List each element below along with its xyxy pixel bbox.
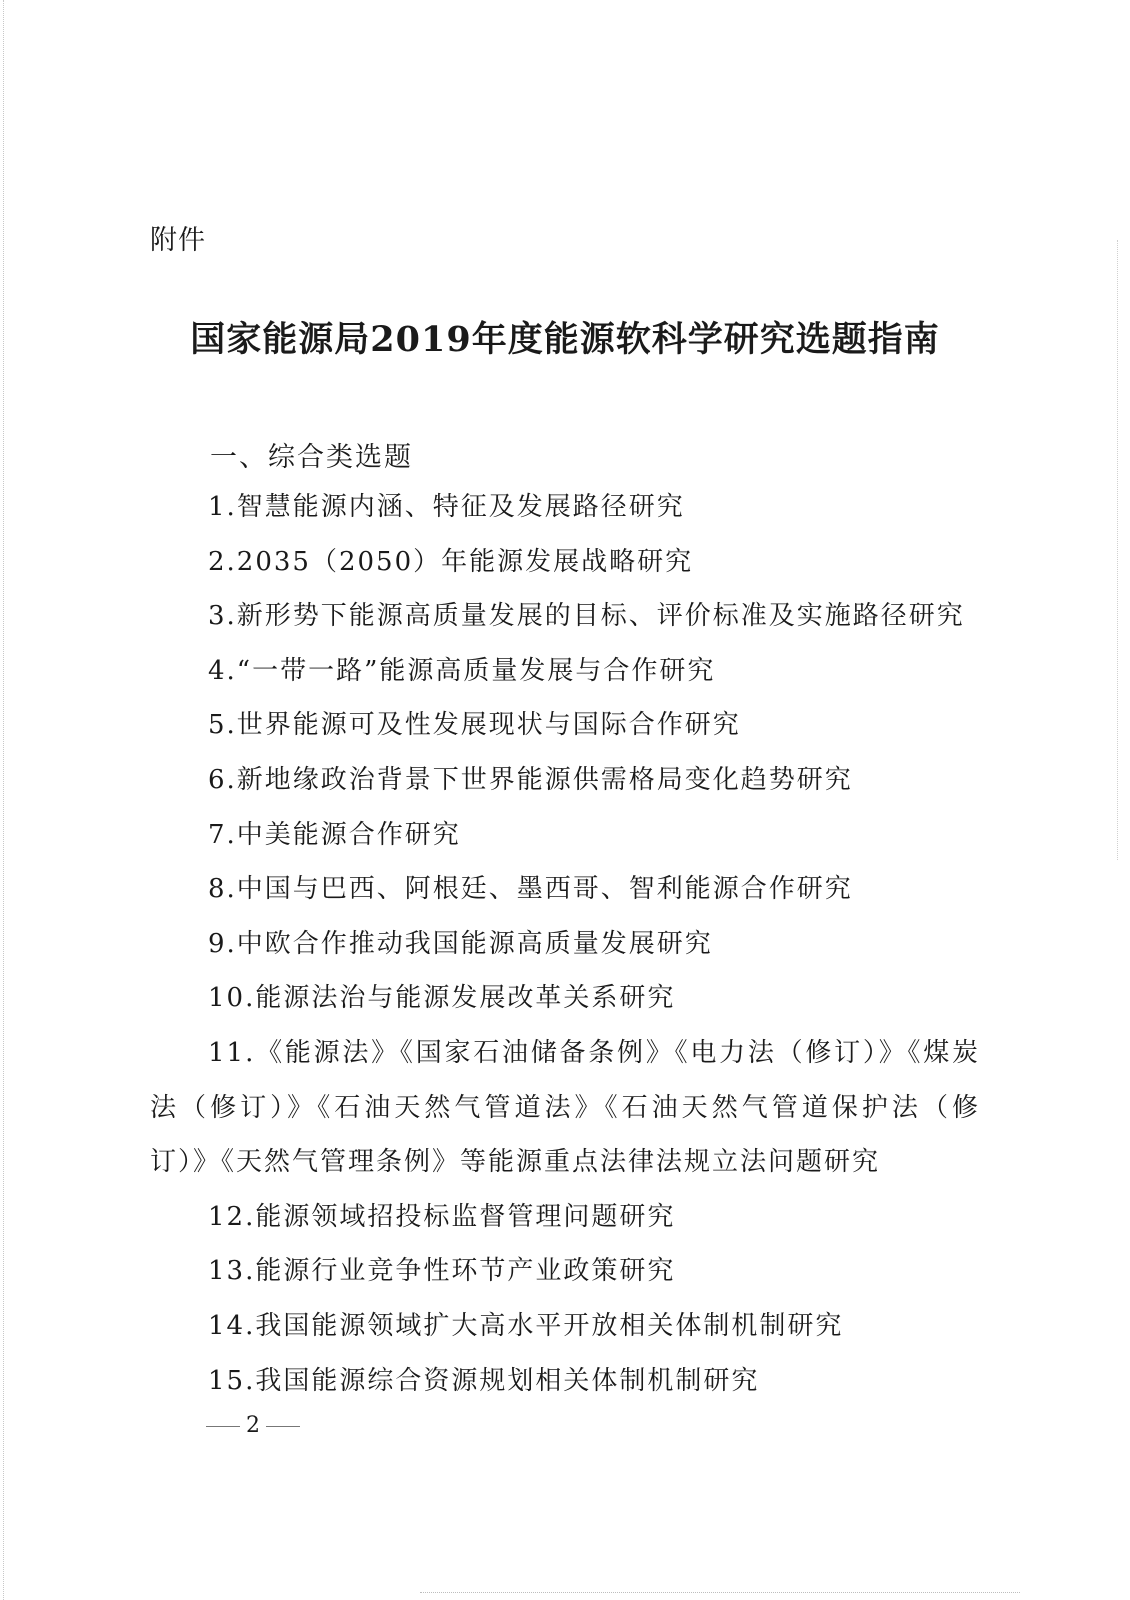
- page-number-value: 2: [246, 1413, 260, 1438]
- topic-item-5: 5.世界能源可及性发展现状与国际合作研究: [208, 710, 741, 741]
- topic-item-3: 3.新形势下能源高质量发展的目标、评价标准及实施路径研究: [208, 601, 965, 632]
- scan-edge-bottom: [420, 1592, 1020, 1593]
- topic-item-6: 6.新地缘政治背景下世界能源供需格局变化趋势研究: [208, 764, 853, 795]
- topic-item-11: 11.《能源法》《国家石油储备条例》《电力法（修订）》《煤炭法（修订）》《石油天然气管道法》《石油天然气管道保护法（修订）》《天然气管理条例》等能源重点法律法规立法问题研究: [150, 1037, 980, 1178]
- topic-item-1: 1.智慧能源内涵、特征及发展路径研究: [208, 492, 685, 522]
- topic-item-7: 7.中美能源合作研究: [208, 819, 461, 850]
- topic-item-12: 12.能源领域招投标监督管理问题研究: [208, 1201, 676, 1232]
- topic-item-9: 9.中欧合作推动我国能源高质量发展研究: [208, 928, 713, 959]
- topic-item-4: 4.“一带一路”能源高质量发展与合作研究: [208, 655, 716, 686]
- attachment-label: 附件: [150, 225, 206, 256]
- topic-item-10: 10.能源法治与能源发展改革关系研究: [208, 983, 676, 1014]
- topic-item-13: 13.能源行业竞争性环节产业政策研究: [208, 1256, 676, 1287]
- topic-item-15: 15.我国能源综合资源规划相关体制机制研究: [208, 1365, 760, 1396]
- document-title: 国家能源局2019年度能源软科学研究选题指南: [190, 319, 940, 360]
- topic-item-8: 8.中国与巴西、阿根廷、墨西哥、智利能源合作研究: [208, 874, 853, 905]
- topic-item-14: 14.我国能源领域扩大高水平开放相关体制机制研究: [208, 1310, 844, 1341]
- section-heading: 一、综合类选题: [210, 442, 413, 473]
- topic-list: [150, 480, 980, 1408]
- page-number-dash-right: [266, 1426, 300, 1427]
- page-number-dash-left: [206, 1426, 240, 1427]
- topic-item-2: 2.2035（2050）年能源发展战略研究: [208, 546, 694, 577]
- scan-edge-left: [3, 0, 4, 1600]
- page-number: [200, 1413, 306, 1438]
